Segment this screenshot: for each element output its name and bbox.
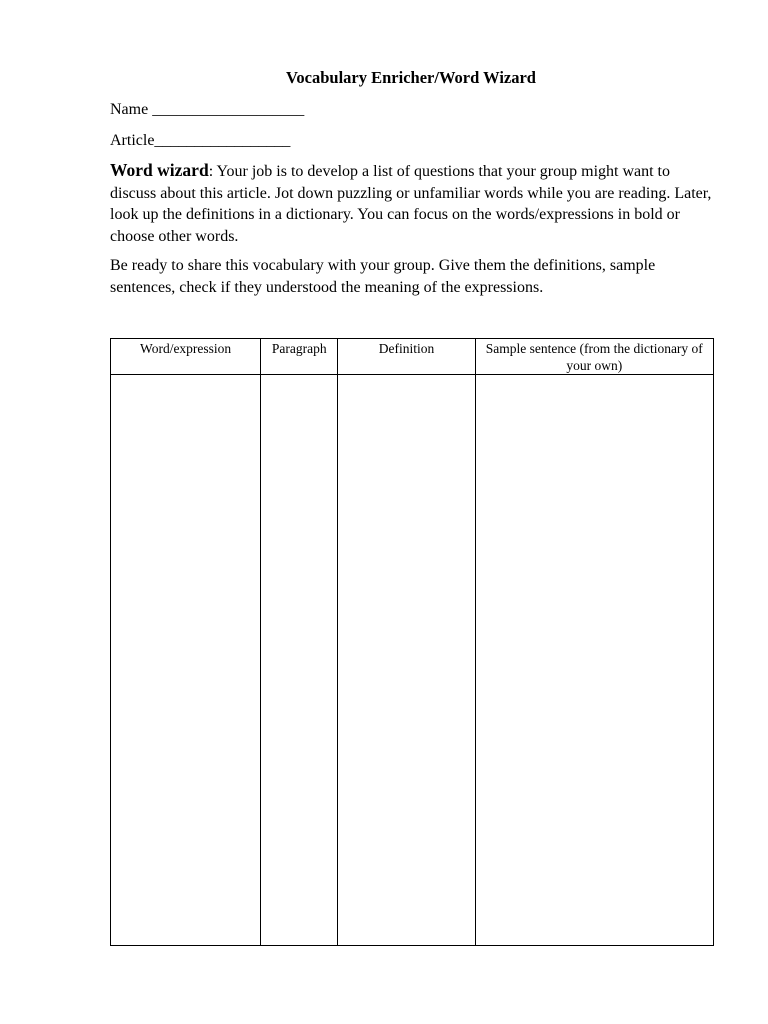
header-sample-sentence: Sample sentence (from the dictionary of your own) xyxy=(475,339,713,375)
word-wizard-term: Word wizard xyxy=(110,160,209,180)
cell-word-expression xyxy=(111,375,261,946)
instructions-paragraph xyxy=(110,160,720,247)
instructions-text: : Your job is to develop a list of questions that your group might want to discuss about this article. Jot down puzzling or unfamiliar words while you are reading. Later, look up the definitions in a dictionary. You can focus on the words/expressions in bold or choose other words. xyxy=(110,163,712,245)
header-word-expression: Word/expression xyxy=(111,339,261,375)
cell-paragraph xyxy=(261,375,338,946)
header-paragraph: Paragraph xyxy=(261,339,338,375)
table-header-row xyxy=(111,339,714,375)
share-paragraph: Be ready to share this vocabulary with your group. Give them the definitions, sample sentences, check if they understood the meaning of the expressions. xyxy=(110,257,656,296)
name-field: Name ___________________ xyxy=(110,101,305,118)
cell-sample-sentence xyxy=(475,375,713,946)
vocabulary-table xyxy=(110,338,714,946)
article-field: Article_________________ xyxy=(110,132,291,149)
page-title: Vocabulary Enricher/Word Wizard xyxy=(286,68,536,87)
cell-definition xyxy=(338,375,475,946)
header-definition: Definition xyxy=(338,339,475,375)
table-row xyxy=(111,375,714,946)
